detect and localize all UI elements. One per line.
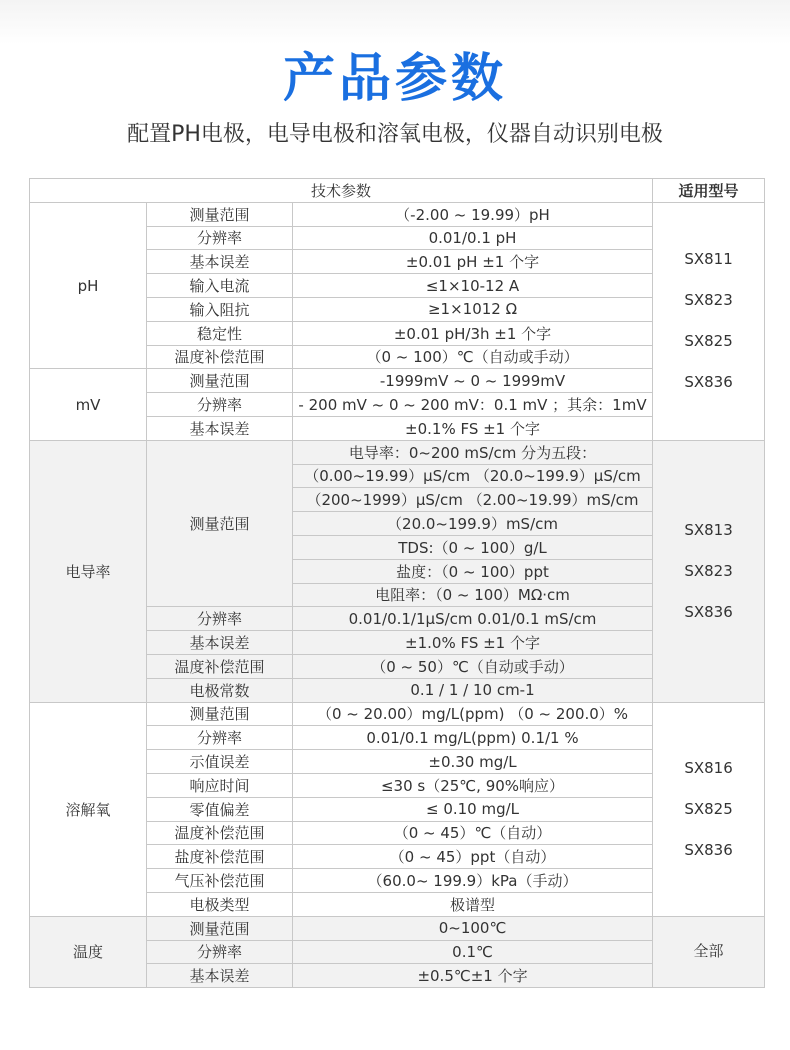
param-value: -1999mV ~ 0 ~ 1999mV: [293, 369, 653, 393]
param-value: （0 ~ 20.00）mg/L(ppm) （0 ~ 200.0）%: [293, 702, 653, 726]
param-name: 稳定性: [147, 321, 293, 345]
param-name: 响应时间: [147, 773, 293, 797]
param-value: 0.01/0.1 pH: [293, 226, 653, 250]
model-item: SX836: [684, 602, 733, 621]
param-value: 电导率：0~200 mS/cm 分为五段：: [293, 440, 653, 464]
param-value: ±0.01 pH/3h ±1 个字: [293, 321, 653, 345]
category-temperature: 温度: [30, 916, 147, 987]
param-value: ±1.0% FS ±1 个字: [293, 631, 653, 655]
param-value: （60.0~ 199.9）kPa（手动）: [293, 869, 653, 893]
param-name: 测量范围: [147, 202, 293, 226]
param-value: 0~100℃: [293, 916, 653, 940]
param-name: 基本误差: [147, 631, 293, 655]
param-value: ±0.01 pH ±1 个字: [293, 250, 653, 274]
param-name: 分辨率: [147, 226, 293, 250]
model-item: SX836: [684, 840, 733, 859]
header-model: 适用型号: [653, 179, 765, 203]
model-item: SX836: [684, 373, 733, 392]
param-name: 输入阻抗: [147, 297, 293, 321]
param-value: 0.01/0.1 mg/L(ppm) 0.1/1 %: [293, 726, 653, 750]
models-conductivity: [653, 440, 765, 702]
param-value: 0.1℃: [293, 940, 653, 964]
param-value: ±0.5℃±1 个字: [293, 964, 653, 988]
param-value: ≥1×1012 Ω: [293, 297, 653, 321]
param-value: （0.00~19.99）μS/cm （20.0~199.9）μS/cm: [293, 464, 653, 488]
param-name: 测量范围: [147, 369, 293, 393]
param-name: 零值偏差: [147, 797, 293, 821]
param-name: 测量范围: [147, 440, 293, 607]
table-row: [30, 702, 765, 726]
param-value: （20.0~199.9）mS/cm: [293, 512, 653, 536]
category-mv: mV: [30, 369, 147, 440]
model-item: SX813: [684, 520, 733, 539]
param-name: 基本误差: [147, 250, 293, 274]
model-item: SX823: [684, 291, 733, 310]
category-dissolved-oxygen: 溶解氧: [30, 702, 147, 916]
param-value: （-2.00 ~ 19.99）pH: [293, 202, 653, 226]
param-name: 温度补偿范围: [147, 654, 293, 678]
param-value: （0 ~ 100）℃（自动或手动）: [293, 345, 653, 369]
param-value: - 200 mV ~ 0 ~ 200 mV：0.1 mV ；其余：1mV: [293, 393, 653, 417]
category-conductivity: 电导率: [30, 440, 147, 702]
param-name: 示值误差: [147, 750, 293, 774]
param-value: ≤30 s（25℃, 90%响应）: [293, 773, 653, 797]
param-value: ≤ 0.10 mg/L: [293, 797, 653, 821]
model-item: SX816: [684, 758, 733, 777]
param-value: ±0.30 mg/L: [293, 750, 653, 774]
model-item: SX825: [684, 799, 733, 818]
model-item: SX811: [684, 250, 733, 269]
param-name: 输入电流: [147, 274, 293, 298]
page-title: 产品参数: [282, 49, 507, 109]
category-ph: pH: [30, 202, 147, 369]
param-value: 极谱型: [293, 892, 653, 916]
param-value: ±0.1% FS ±1 个字: [293, 416, 653, 440]
param-name: 分辨率: [147, 726, 293, 750]
param-value: 0.01/0.1/1μS/cm 0.01/0.1 mS/cm: [293, 607, 653, 631]
table-row: [30, 916, 765, 940]
param-value: 0.1 / 1 / 10 cm-1: [293, 678, 653, 702]
param-value: （0 ~ 45）℃（自动）: [293, 821, 653, 845]
model-item: SX825: [684, 332, 733, 351]
param-name: 测量范围: [147, 916, 293, 940]
param-value: 电阻率：（0 ~ 100）MΩ·cm: [293, 583, 653, 607]
param-value: TDS:（0 ~ 100）g/L: [293, 535, 653, 559]
models-dissolved-oxygen: [653, 702, 765, 916]
param-name: 温度补偿范围: [147, 345, 293, 369]
param-name: 电极类型: [147, 892, 293, 916]
model-item: 全部: [693, 942, 724, 961]
param-name: 温度补偿范围: [147, 821, 293, 845]
param-value: 盐度：（0 ~ 100）ppt: [293, 559, 653, 583]
models-ph-mv: [653, 202, 765, 440]
param-name: 测量范围: [147, 702, 293, 726]
table-row: [30, 440, 765, 464]
models-temperature: [653, 916, 765, 987]
table-row: [30, 202, 765, 226]
param-name: 盐度补偿范围: [147, 845, 293, 869]
header-params: 技术参数: [30, 179, 653, 203]
param-value: ≤1×10-12 A: [293, 274, 653, 298]
model-item: SX823: [684, 561, 733, 580]
param-name: 气压补偿范围: [147, 869, 293, 893]
param-name: 分辨率: [147, 393, 293, 417]
param-name: 分辨率: [147, 940, 293, 964]
table-header-row: [30, 179, 765, 203]
page-subtitle: 配置PH电极，电导电极和溶氧电极，仪器自动识别电极: [127, 122, 663, 147]
param-name: 电极常数: [147, 678, 293, 702]
param-name: 分辨率: [147, 607, 293, 631]
param-value: （0 ~ 50）℃（自动或手动）: [293, 654, 653, 678]
top-band: [0, 0, 790, 44]
spec-table: [29, 178, 765, 988]
param-value: （200~1999）μS/cm （2.00~19.99）mS/cm: [293, 488, 653, 512]
param-name: 基本误差: [147, 416, 293, 440]
param-name: 基本误差: [147, 964, 293, 988]
param-value: （0 ~ 45）ppt（自动）: [293, 845, 653, 869]
